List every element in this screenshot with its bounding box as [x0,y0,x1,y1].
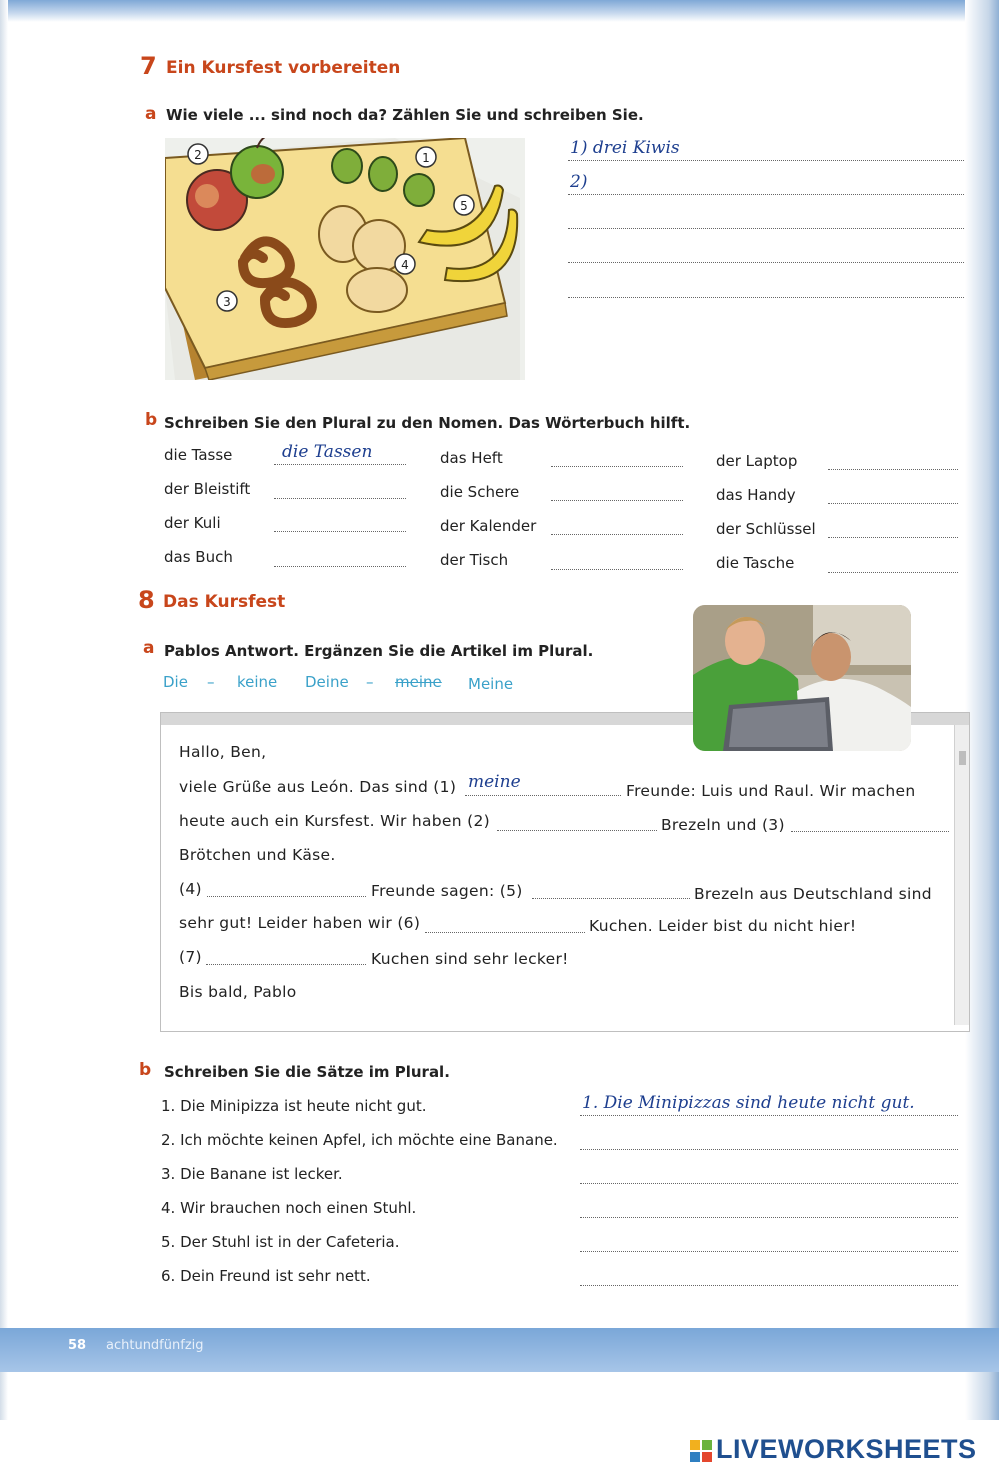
word-chip-deine: Deine [305,673,349,691]
gap-2-line[interactable] [497,830,657,831]
noun-der-kalender: der Kalender [440,517,537,535]
letter-line-3b: Brezeln und (3) [661,816,785,834]
svg-text:4: 4 [401,258,409,272]
noun-der-tisch: der Tisch [440,551,509,569]
task-7b-letter: b [145,410,158,430]
section-8-number: 8 [138,586,155,614]
letter-greeting: Hallo, Ben, [179,743,267,761]
letter-line-3a: heute auch ein Kursfest. Wir haben (2) [179,812,490,830]
plural-line-tisch[interactable] [551,569,683,570]
plural-line-tasse [274,464,406,465]
gap-5-line[interactable] [532,898,690,899]
letter-line-6b: Kuchen. Leider bist du nicht hier! [589,917,857,935]
answer-line-7a-5[interactable] [568,297,964,298]
letter-line-2a: viele Grüße aus León. Das sind (1) [179,778,457,796]
marker-4 [395,254,415,274]
letter-closing: Bis bald, Pablo [179,983,297,1001]
sentence-4: 4. Wir brauchen noch einen Stuhl. [161,1199,417,1217]
noun-der-schluessel: der Schlüssel [716,520,816,538]
plural-line-kuli[interactable] [274,531,406,532]
noun-die-tasche: die Tasche [716,554,795,572]
liveworksheets-logo-icon [690,1440,712,1462]
plural-sentence-line-5[interactable] [580,1251,958,1252]
sentence-2: 2. Ich möchte keinen Apfel, ich möchte eine Banane. [161,1131,558,1149]
scan-top-strip [0,0,999,22]
food-board-illustration [165,138,525,380]
svg-text:3: 3 [223,295,231,309]
letter-line-7a: (7) [179,948,202,966]
plural-line-kalender[interactable] [551,534,683,535]
noun-der-kuli: der Kuli [164,514,221,532]
letter-line-7b: Kuchen sind sehr lecker! [371,950,569,968]
task-8a-letter: a [143,638,155,658]
answer-line-7a-2 [568,194,964,195]
marker-5 [454,195,474,215]
answer-line-7a-4[interactable] [568,262,964,263]
word-chip-die: Die [163,673,188,691]
scan-right-edge [965,0,999,1420]
plural-line-schluessel[interactable] [828,537,958,538]
scrollbar-thumb[interactable] [959,751,966,765]
svg-text:1: 1 [422,151,430,165]
bread-roll-icon [347,268,407,312]
plural-line-heft[interactable] [551,466,683,467]
sentence-1: 1. Die Minipizza ist heute nicht gut. [161,1097,427,1115]
letter-line-5c: Brezeln aus Deutschland sind [694,885,932,903]
sentence-3: 3. Die Banane ist lecker. [161,1165,343,1183]
plural-sentence-line-2[interactable] [580,1149,958,1150]
noun-das-buch: das Buch [164,548,233,566]
section-7-title: Ein Kursfest vorbereiten [166,58,401,78]
task-8b-letter: b [139,1060,152,1080]
task-8b-instruction: Schreiben Sie die Sätze im Plural. [164,1063,450,1081]
letter-line-5a: (4) [179,880,202,898]
task-8a-instruction: Pablos Antwort. Ergänzen Sie die Artikel im Plural. [164,642,594,660]
task-7b-instruction: Schreiben Sie den Plural zu den Nomen. Das Wörterbuch hilft. [164,414,691,432]
noun-die-tasse: die Tasse [164,446,233,464]
page-number: 58 [68,1338,87,1353]
svg-text:5: 5 [460,199,468,213]
svg-text:2: 2 [194,148,202,162]
sentence-6: 6. Dein Freund ist sehr nett. [161,1267,371,1285]
task-7a-instruction: Wie viele ... sind noch da? Zählen Sie und schreiben Sie. [166,106,644,124]
noun-der-laptop: der Laptop [716,452,798,470]
email-scrollbar[interactable] [954,725,969,1025]
letter-line-2b: Freunde: Luis und Raul. Wir machen [626,782,916,800]
page-number-word: achtundfünfzig [106,1338,204,1353]
liveworksheets-brand: LIVEWORKSHEETS [716,1434,977,1464]
plural-sentence-line-6[interactable] [580,1285,958,1286]
sentence-5: 5. Der Stuhl ist in der Cafeteria. [161,1233,400,1251]
kiwi-icon [332,149,362,183]
gap-7-line[interactable] [206,964,366,965]
chip-separator: – [366,673,374,691]
letter-line-5b: Freunde sagen: (5) [371,882,523,900]
task-7a-letter: a [145,104,157,124]
plural-example-answer[interactable]: die Tassen [282,442,373,462]
noun-das-heft: das Heft [440,449,503,467]
plural-line-bleistift[interactable] [274,498,406,499]
gap-4-line[interactable] [207,896,366,897]
scan-left-edge [0,0,8,1420]
word-chip-meine-capital: Meine [468,675,514,693]
answer-line-7a-3[interactable] [568,228,964,229]
chip-separator: – [207,673,215,691]
answer-7a-1[interactable]: 1) drei Kiwis [570,138,680,158]
plural-sentence-line-3[interactable] [580,1183,958,1184]
marker-1 [416,147,436,167]
answer-7a-2[interactable]: 2) [570,172,588,192]
kiwi-icon [369,157,397,191]
letter-line-4: Brötchen und Käse. [179,846,336,864]
answer-line-7a-1 [568,160,964,161]
photo-two-friends [693,605,911,751]
marker-3 [217,291,237,311]
plural-line-tasche[interactable] [828,572,958,573]
letter-line-6a: sehr gut! Leider haben wir (6) [179,914,421,932]
word-chip-keine: keine [237,673,278,691]
word-chip-meine-used: meine [395,673,442,691]
gap-3-line[interactable] [791,831,949,832]
plural-sentence-line-4[interactable] [580,1217,958,1218]
plural-line-buch[interactable] [274,566,406,567]
noun-der-bleistift: der Bleistift [164,480,251,498]
section-8-title: Das Kursfest [163,592,286,612]
gap-6-line[interactable] [425,932,585,933]
plural-line-schere[interactable] [551,500,683,501]
kiwi-icon [404,174,434,206]
plural-sentence-answer-1[interactable]: 1. Die Minipizzas sind heute nicht gut. [582,1093,915,1113]
plural-sentence-line-1 [580,1115,958,1116]
marker-2 [188,144,208,164]
section-7-number: 7 [140,52,157,80]
page-footer-band [0,1328,999,1372]
noun-das-handy: das Handy [716,486,796,504]
noun-die-schere: die Schere [440,483,520,501]
gap-1-line [465,795,621,796]
gap-1-answer[interactable]: meine [468,772,521,792]
plural-line-laptop[interactable] [828,469,958,470]
plural-line-handy[interactable] [828,503,958,504]
